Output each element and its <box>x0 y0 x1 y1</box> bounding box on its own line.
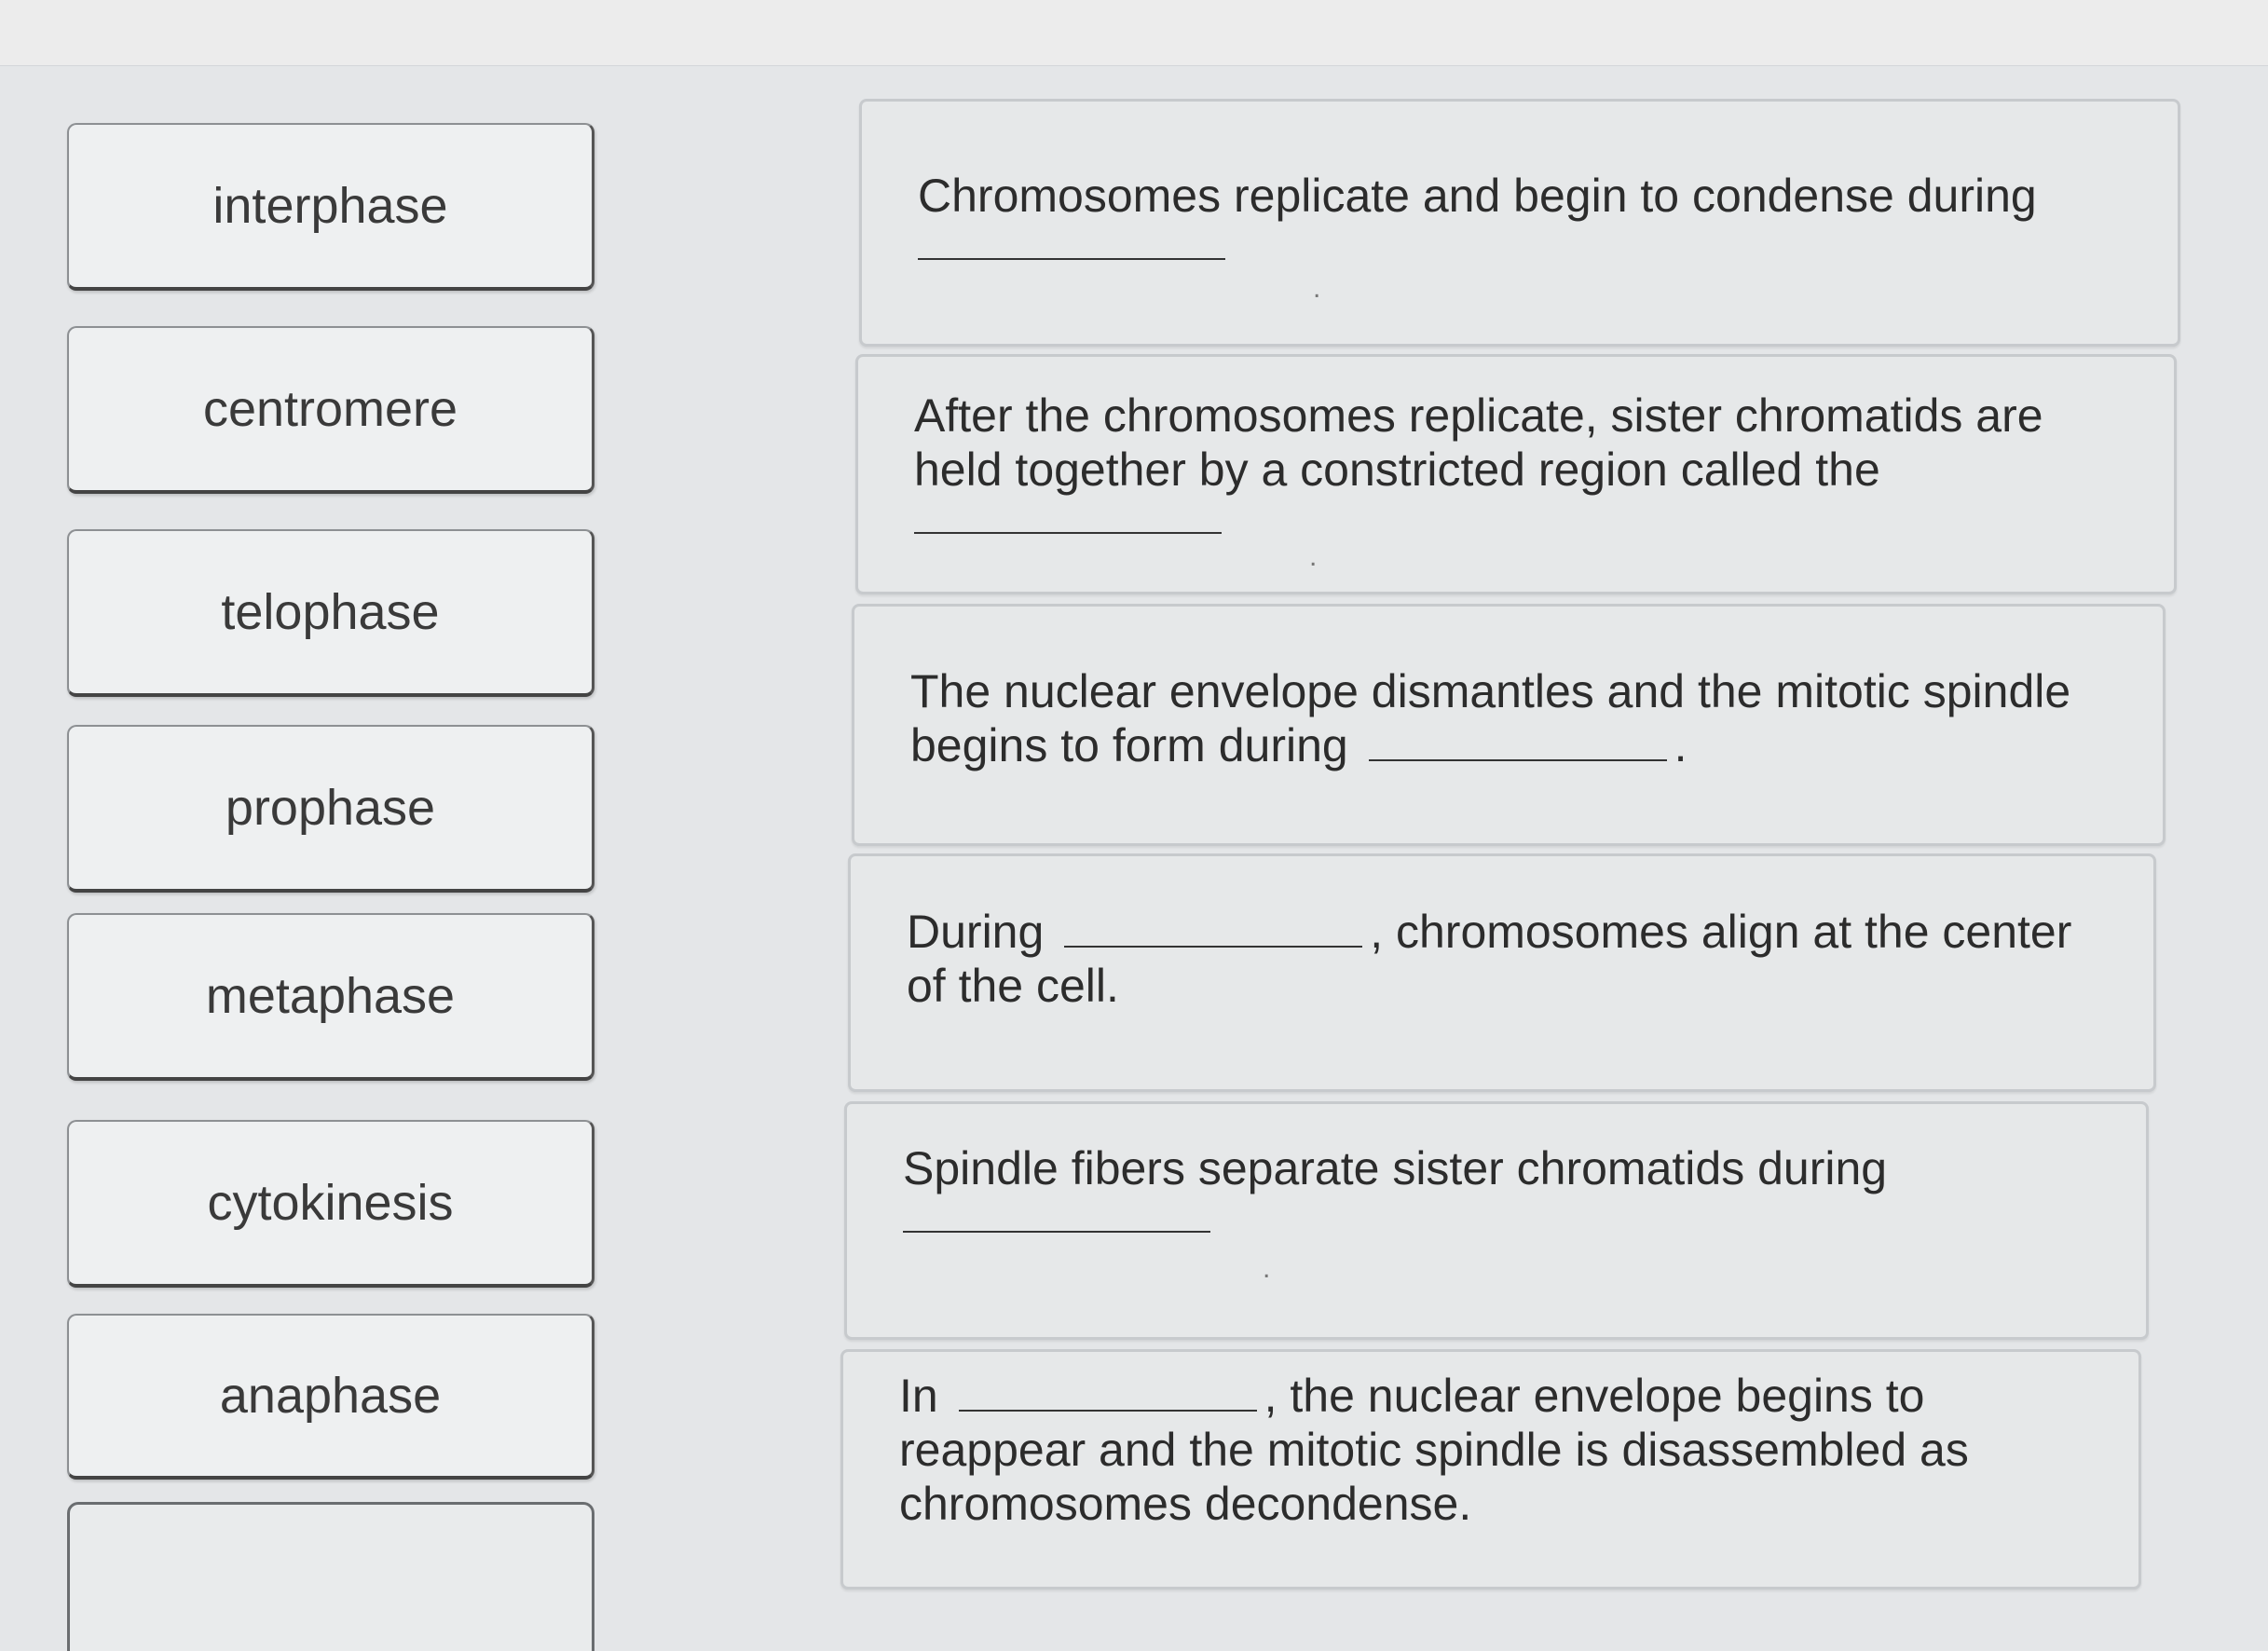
question-end: . <box>1263 1253 1271 1284</box>
question-card-1 <box>859 99 2180 347</box>
question-end: , the nuclear envelope begins to reappear and the mitotic spindle is disassembled as chromosomes decondense. <box>899 1370 1969 1530</box>
question-text: Spindle fibers separate sister chromatids during <box>903 1142 1888 1194</box>
term-tile-partial <box>67 1502 594 1651</box>
question-text: Chromosomes replicate and begin to condense during <box>918 170 2037 222</box>
question-end: , chromosomes align at the center of the cell. <box>907 906 2072 1012</box>
question-list <box>829 0 2190 1641</box>
term-tile-metaphase[interactable]: metaphase <box>67 913 594 1081</box>
answer-drop-zone[interactable] <box>903 1203 1210 1233</box>
question-end: . <box>1674 719 1687 771</box>
term-tile-telophase[interactable]: telophase <box>67 529 594 697</box>
term-tile-cytokinesis[interactable]: cytokinesis <box>67 1120 594 1288</box>
answer-drop-zone[interactable] <box>1064 908 1362 948</box>
answer-drop-zone[interactable] <box>918 230 1225 260</box>
question-end: . <box>1313 273 1321 304</box>
question-card-2 <box>855 354 2177 594</box>
answer-bank <box>0 0 652 1641</box>
answer-drop-zone[interactable] <box>914 504 1222 534</box>
question-text: During <box>907 906 1045 958</box>
question-text: In <box>899 1370 938 1422</box>
term-tile-anaphase[interactable]: anaphase <box>67 1314 594 1480</box>
question-card-3 <box>852 604 2166 846</box>
term-tile-prophase[interactable]: prophase <box>67 725 594 893</box>
question-end: . <box>1309 541 1318 572</box>
question-card-6 <box>840 1349 2141 1590</box>
answer-drop-zone[interactable] <box>959 1372 1257 1412</box>
question-text: The nuclear envelope dismantles and the mitotic spindle begins to form during <box>910 665 2071 771</box>
question-card-4 <box>848 853 2156 1092</box>
term-tile-interphase[interactable]: interphase <box>67 123 594 291</box>
question-text: After the chromosomes replicate, sister chromatids are held together by a constricted region called the <box>914 389 2043 496</box>
term-tile-centromere[interactable]: centromere <box>67 326 594 494</box>
question-card-5 <box>844 1101 2149 1340</box>
answer-drop-zone[interactable] <box>1369 722 1667 761</box>
